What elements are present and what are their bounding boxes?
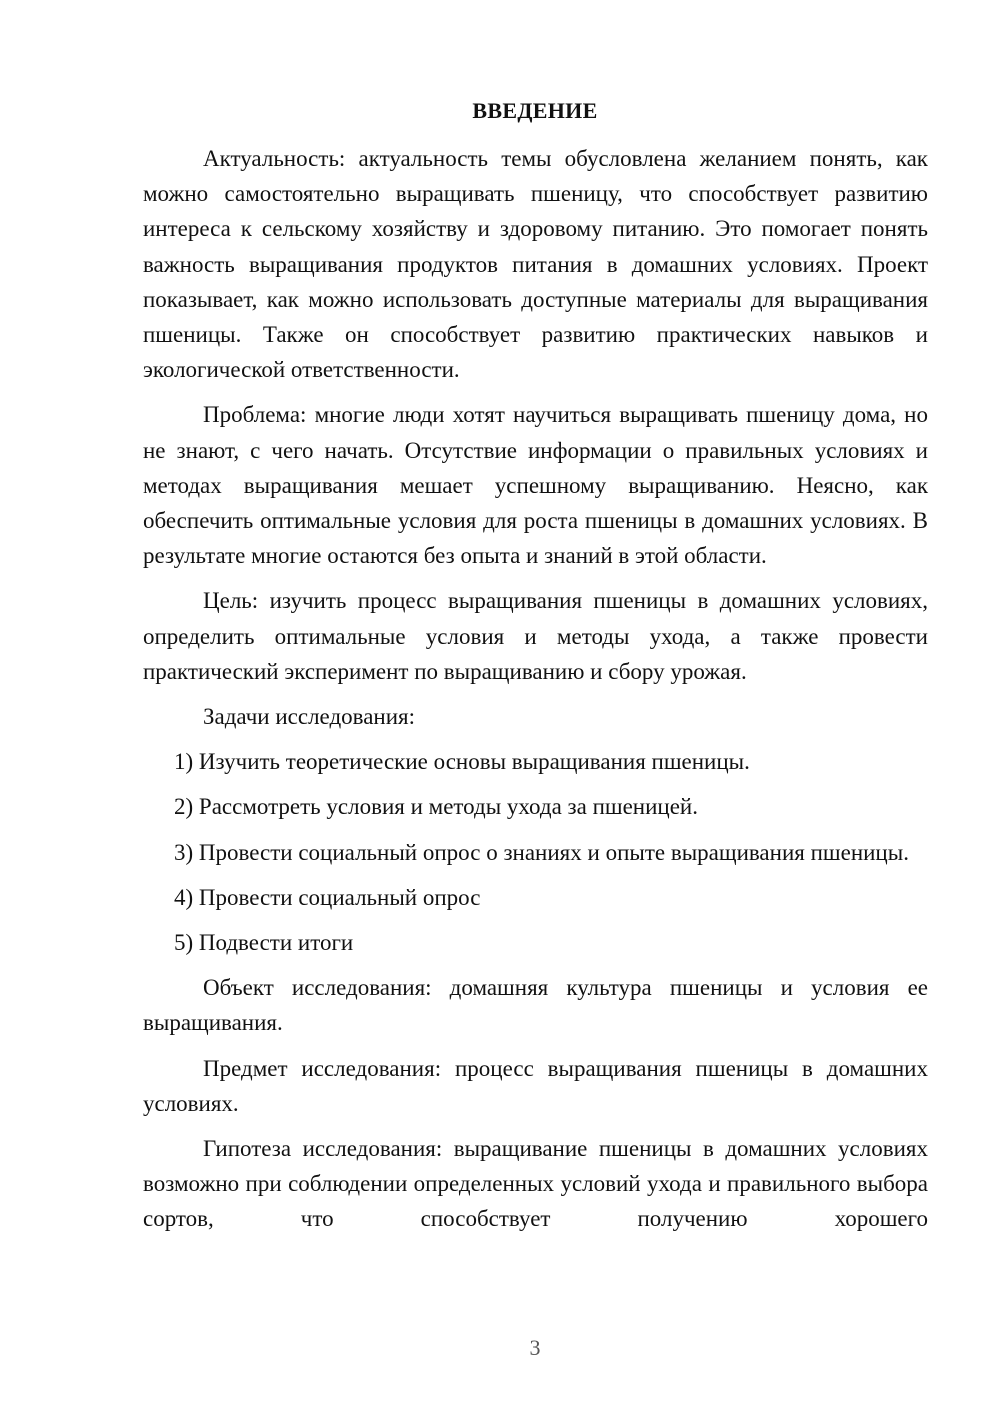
task-item: 1) Изучить теоретические основы выращивания пшеницы. (174, 749, 750, 775)
paragraph-hypothesis: Гипотеза исследования: выращивание пшеницы в домашних условиях возможно при соблюдении определенных условий ухода и правильного выбора сортов, что способствует получению хорошего (143, 1136, 928, 1232)
page-title: ВВЕДЕНИЕ (472, 98, 598, 123)
paragraph-object: Объект исследования: домашняя культура пшеницы и условия ее выращивания. (143, 975, 928, 1036)
task-item: 3) Провести социальный опрос о знаниях и опыте выращивания пшеницы. (174, 839, 909, 865)
paragraph-goal: Цель: изучить процесс выращивания пшеницы в домашних условиях, определить оптимальные условия и методы ухода, а также провести практический эксперимент по выращиванию и сбору урожая. (143, 588, 928, 684)
document-body (143, 141, 928, 1247)
paragraph-relevance: Актуальность: актуальность темы обусловлена желанием понять, как можно самостоятельно выращивать пшеницу, что способствует развитию интереса к сельскому хозяйству и здоровому питанию. Это помогает понять важность выращивания продуктов питания в домашних условиях. Проект показывает, как можно использовать доступные материалы для выращивания пшеницы. Также он способствует развитию практических навыков и экологической ответственности. (143, 146, 928, 383)
task-item: 5) Подвести итоги (174, 930, 354, 956)
task-item: 2) Рассмотреть условия и методы ухода за пшеницей. (174, 794, 698, 820)
paragraph-subject: Предмет исследования: процесс выращивания пшеницы в домашних условиях. (143, 1055, 928, 1116)
page-number: 3 (529, 1335, 541, 1360)
paragraph-tasks-heading: Задачи исследования: (203, 704, 416, 730)
paragraph-problem: Проблема: многие люди хотят научиться выращивать пшеницу дома, но не знают, с чего начать. Отсутствие информации о правильных условиях и методах выращивания мешает успешному выращиванию. Неясно, как обеспечить оптимальные условия для роста пшеницы в домашних условиях. В результате многие остаются без опыта и знаний в этой области. (143, 402, 928, 569)
task-item: 4) Провести социальный опрос (174, 884, 481, 910)
